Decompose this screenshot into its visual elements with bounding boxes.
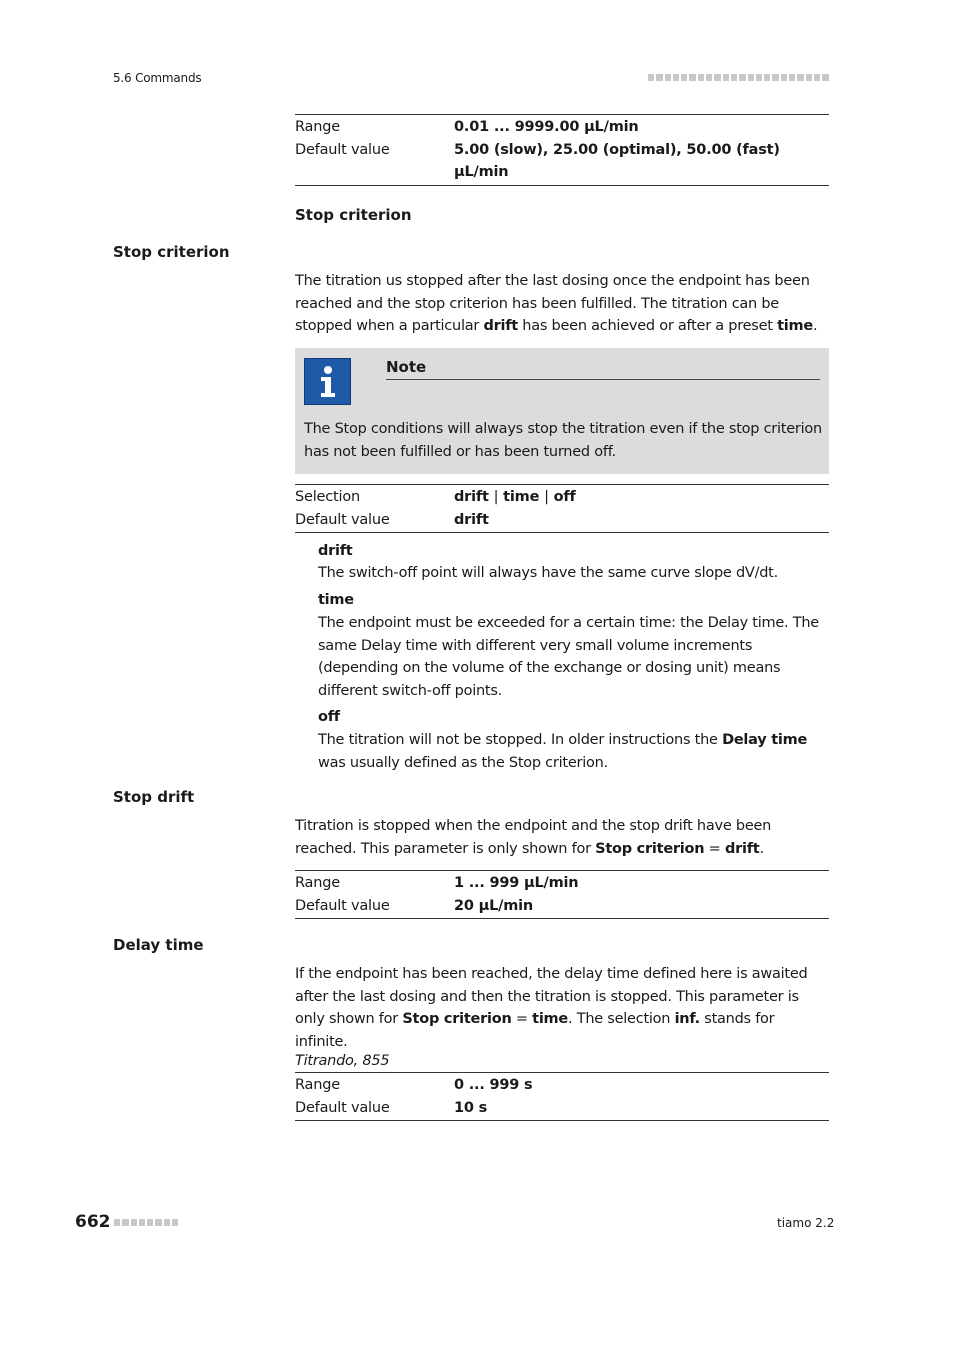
device-label: Titrando, 855 — [295, 1053, 390, 1069]
option-desc-off: The titration will not be stopped. In older instructions the Delay time was usually defined as the Stop criterion. — [318, 732, 808, 771]
option-title-off: off — [318, 709, 340, 725]
table-row — [295, 116, 829, 139]
group-heading: Stop criterion — [295, 206, 412, 224]
table-row — [295, 895, 829, 918]
info-icon — [304, 358, 351, 405]
param-value: 0 ... 999 s — [454, 1077, 533, 1093]
option-desc-drift: The switch-off point will always have the same curve slope dV/dt. — [318, 565, 778, 581]
note-title: Note — [386, 356, 820, 380]
table-row — [295, 139, 829, 184]
stop-drift-description: Titration is stopped when the endpoint and the stop drift have been reached. This parameter is only shown for Stop criterion = drift. — [295, 818, 772, 857]
delay-time-table — [295, 1072, 829, 1121]
header-decoration-dots — [648, 74, 829, 82]
param-heading-delay-time: Delay time — [113, 936, 204, 954]
param-label: Default value — [295, 897, 390, 914]
param-value: 10 s — [454, 1099, 488, 1116]
param-value: 1 ... 999 µL/min — [454, 875, 579, 891]
footer-decoration-dots — [114, 1219, 182, 1227]
param-label: Range — [295, 119, 340, 135]
table-row — [295, 872, 829, 895]
selection-options: drift | time | off — [454, 489, 576, 505]
table-row — [295, 1074, 829, 1097]
product-name: tiamo 2.2 — [777, 1216, 835, 1230]
delay-time-description: If the endpoint has been reached, the delay time defined here is awaited after the last dosing and then the titration is stopped. This parameter is only shown for Stop criterion = time. The selection inf. stands for infinite. — [295, 966, 808, 1050]
note-box — [295, 348, 829, 474]
stop-criterion-table — [295, 484, 829, 533]
param-label: Default value — [295, 511, 390, 528]
param-heading-stop-criterion: Stop criterion — [113, 243, 230, 261]
option-desc-time: The endpoint must be exceeded for a certain time: the Delay time. The same Delay time with different very small volume increments (depending on the volume of the exchange or dosing unit) means different switch-off points. — [318, 615, 819, 699]
stop-criterion-description: The titration us stopped after the last dosing once the endpoint has been reached and the stop criterion has been fulfilled. The titration can be stopped when a particular drift has been achieved or after a preset time. — [295, 273, 818, 334]
rate-parameter-table — [295, 114, 829, 186]
param-value: 5.00 (slow), 25.00 (optimal), 50.00 (fast) µL/min — [454, 141, 780, 180]
page-number: 662 — [75, 1212, 111, 1232]
table-row — [295, 1097, 829, 1120]
param-value: 0.01 ... 9999.00 µL/min — [454, 119, 639, 135]
running-header-section: 5.6 Commands — [113, 71, 202, 85]
option-title-time: time — [318, 592, 354, 608]
param-label: Selection — [295, 489, 361, 505]
stop-drift-table — [295, 870, 829, 919]
param-label: Range — [295, 1077, 340, 1093]
param-value: drift — [454, 511, 489, 528]
table-row — [295, 486, 829, 509]
param-value: 20 µL/min — [454, 897, 534, 914]
param-label: Range — [295, 875, 340, 891]
table-row — [295, 509, 829, 532]
note-body: The Stop conditions will always stop the titration even if the stop criterion has not been fulfilled or has been turned off. — [304, 421, 822, 460]
option-title-drift: drift — [318, 543, 353, 559]
param-heading-stop-drift: Stop drift — [113, 788, 195, 806]
param-label: Default value — [295, 141, 390, 158]
param-label: Default value — [295, 1099, 390, 1116]
